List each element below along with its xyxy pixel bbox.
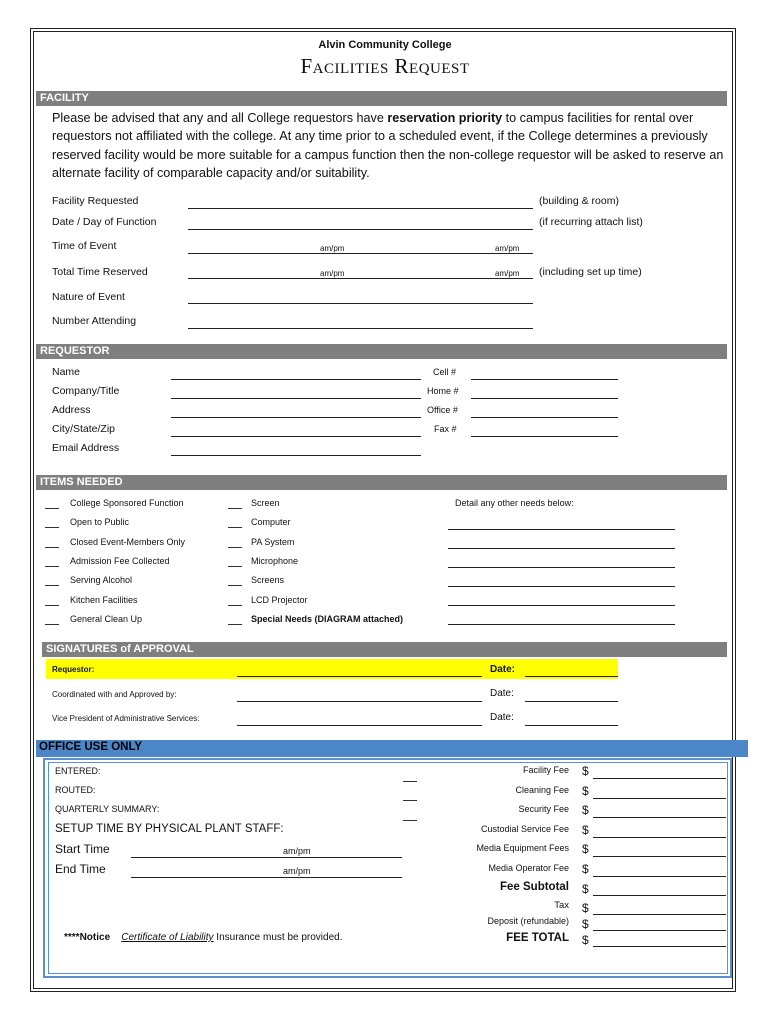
item-label: General Clean Up [70, 613, 143, 624]
fee-label: Media Equipment Fees [476, 843, 569, 853]
fee-label: Custodial Service Fee [480, 824, 569, 834]
ampm-2: am/pm [495, 244, 520, 253]
sig-coordinated-label: Coordinated with and Approved by: [52, 690, 177, 699]
item-label: Kitchen Facilities [70, 594, 138, 605]
checkbox-equipment[interactable] [228, 547, 242, 548]
name-field[interactable] [171, 379, 421, 380]
detail-line-1[interactable] [448, 529, 675, 530]
total-time-label: Total Time Reserved [52, 266, 148, 278]
checkbox-equipment[interactable] [228, 508, 242, 509]
equipment-label: PA System [251, 536, 295, 547]
dollar-sign: $ [582, 803, 589, 817]
fee-label: Media Operator Fee [488, 863, 569, 873]
notice-text-2: to campus facilities for rental over requestors not affiliated with the college. At any time prior to a scheduled event, if the College determines a previously reserved facility would be more suitable for a campus function then the non-college requestor will be asked to reserve an alternate facility of comparable capacity and/or suitability. [52, 111, 724, 180]
sig-coordinated-field[interactable] [237, 701, 482, 702]
equipment-label: LCD Projector [251, 594, 308, 605]
dollar-sign: $ [582, 901, 589, 915]
quarterly-label: QUARTERLY SUMMARY: [55, 804, 160, 814]
detail-label: Detail any other needs below: [455, 498, 574, 508]
end-time-label: End Time [55, 862, 106, 876]
sig-date-label-1: Date: [490, 664, 516, 675]
notice-rest: Insurance must be provided. [213, 932, 343, 943]
signatures-section-header: SIGNATURES of APPROVAL [42, 642, 727, 657]
routed-check[interactable] [403, 800, 417, 801]
sig-date-field-1[interactable] [525, 676, 618, 677]
date-day-label: Date / Day of Function [52, 216, 157, 228]
tax-label: Tax [554, 900, 569, 911]
facility-requested-field[interactable] [188, 208, 533, 209]
total-hint: (including set up time) [539, 266, 642, 278]
sig-date-field-3[interactable] [525, 725, 618, 726]
fax-field[interactable] [471, 436, 618, 437]
ampm-1: am/pm [320, 244, 345, 253]
office-field[interactable] [471, 417, 618, 418]
fee-label: Cleaning Fee [515, 785, 569, 795]
start-time-field[interactable] [131, 857, 402, 858]
office-section-bar [36, 740, 748, 757]
fee-amount-field[interactable] [593, 895, 726, 896]
item-label: Serving Alcohol [70, 575, 133, 586]
facility-requested-label: Facility Requested [52, 195, 139, 207]
notice-prefix: ****Notice [64, 932, 111, 943]
fee-amount-field[interactable] [593, 930, 726, 931]
dollar-sign: $ [582, 933, 589, 947]
dollar-sign: $ [582, 862, 589, 876]
time-of-event-field[interactable] [188, 253, 533, 254]
number-field[interactable] [188, 328, 533, 329]
equipment-label: Screen [251, 498, 280, 508]
nature-field[interactable] [188, 303, 533, 304]
sig-requestor-label: Requestor: [52, 665, 95, 674]
date-day-field[interactable] [188, 229, 533, 230]
item-label: Closed Event-Members Only [70, 536, 186, 547]
dollar-sign: $ [582, 784, 589, 798]
detail-line-3[interactable] [448, 567, 675, 568]
email-label: Email Address [52, 442, 120, 454]
fee-amount-field[interactable] [593, 856, 726, 857]
start-time-label: Start Time [55, 842, 110, 856]
home-field[interactable] [471, 398, 618, 399]
detail-line-5[interactable] [448, 605, 675, 606]
facility-notice [52, 109, 727, 182]
office-section-header: OFFICE USE ONLY [39, 741, 143, 753]
equipment-label: Computer [251, 517, 291, 528]
notice-text-1: Please be advised that any and all College requestors have [52, 111, 388, 125]
fee-amount-field[interactable] [593, 837, 726, 838]
facility-hint: (building & room) [539, 195, 619, 207]
fee-subtotal-label: Fee Subtotal [499, 881, 569, 893]
home-label: Home # [427, 386, 459, 396]
ampm-4: am/pm [495, 269, 520, 278]
cell-field[interactable] [471, 379, 618, 380]
name-label: Name [52, 366, 81, 378]
checkbox-item[interactable] [45, 624, 59, 625]
fee-amount-field[interactable] [593, 914, 726, 915]
city-field[interactable] [171, 436, 421, 437]
fee-amount-field[interactable] [593, 876, 726, 877]
checkbox-equipment[interactable] [228, 585, 242, 586]
sig-date-field-2[interactable] [525, 701, 618, 702]
time-of-event-label: Time of Event [52, 240, 117, 252]
dollar-sign: $ [582, 842, 589, 856]
college-name: Alvin Community College [318, 39, 452, 51]
entered-check[interactable] [403, 781, 417, 782]
detail-line-4[interactable] [448, 586, 675, 587]
sig-date-label-2: Date: [490, 688, 514, 699]
dollar-sign: $ [582, 823, 589, 837]
special-needs-label: Special Needs (DIAGRAM attached) [251, 614, 404, 624]
sig-requestor-field[interactable] [237, 676, 482, 677]
entered-label: ENTERED: [55, 766, 101, 776]
quarterly-check[interactable] [403, 820, 417, 821]
checkbox-item[interactable] [45, 585, 59, 586]
sig-date-label-3: Date: [490, 712, 514, 723]
total-time-field[interactable] [188, 278, 533, 279]
address-label: Address [52, 404, 91, 416]
dollar-sign: $ [582, 917, 589, 931]
end-time-field[interactable] [131, 877, 402, 878]
email-field[interactable] [171, 455, 421, 456]
start-ampm: am/pm [283, 846, 311, 856]
fax-label: Fax # [434, 424, 457, 434]
sig-vp-field[interactable] [237, 725, 482, 726]
item-label: Open to Public [70, 517, 130, 528]
cell-label: Cell # [433, 367, 457, 377]
facility-section-header: FACILITY [36, 91, 727, 106]
fee-label: Facility Fee [522, 765, 569, 775]
detail-line-2[interactable] [448, 548, 675, 549]
equipment-label: Microphone [251, 555, 299, 566]
checkbox-item[interactable] [45, 508, 59, 509]
items-section-header: ITEMS NEEDED [36, 475, 727, 490]
checkbox-special[interactable] [228, 624, 242, 625]
end-ampm: am/pm [283, 866, 311, 876]
checkbox-equipment[interactable] [228, 566, 242, 567]
setup-label: SETUP TIME BY PHYSICAL PLANT STAFF: [55, 823, 284, 835]
checkbox-item[interactable] [45, 605, 59, 606]
dollar-sign: $ [582, 764, 589, 778]
nature-label: Nature of Event [52, 291, 125, 303]
date-hint: (if recurring attach list) [539, 216, 643, 228]
ampm-3: am/pm [320, 269, 345, 278]
fee-total-label: FEE TOTAL [506, 932, 569, 944]
checkbox-equipment[interactable] [228, 605, 242, 606]
city-label: City/State/Zip [52, 423, 116, 435]
item-label: Admission Fee Collected [70, 555, 170, 566]
checkbox-item[interactable] [45, 566, 59, 567]
fee-amount-field[interactable] [593, 798, 726, 799]
fee-amount-field[interactable] [593, 817, 726, 818]
fee-amount-field[interactable] [593, 946, 726, 947]
company-label: Company/Title [52, 385, 120, 397]
dollar-sign: $ [582, 882, 589, 896]
notice-bold: reservation priority [387, 111, 503, 125]
page-title: Facilities Request [300, 54, 470, 78]
checkbox-item[interactable] [45, 527, 59, 528]
checkbox-item[interactable] [45, 547, 59, 548]
deposit-label: Deposit (refundable) [487, 916, 569, 926]
detail-line-6[interactable] [448, 624, 675, 625]
checkbox-equipment[interactable] [228, 527, 242, 528]
routed-label: ROUTED: [55, 785, 96, 795]
fee-amount-field[interactable] [593, 778, 726, 779]
insurance-notice [64, 932, 343, 943]
liability-link[interactable]: Certificate of Liability [121, 932, 214, 943]
number-label: Number Attending [52, 315, 137, 327]
address-field[interactable] [171, 417, 421, 418]
requestor-section-header: REQUESTOR [36, 344, 727, 359]
equipment-label: Screens [251, 575, 285, 586]
sig-vp-label: Vice President of Administrative Services: [52, 714, 200, 723]
office-label: Office # [427, 405, 458, 415]
item-label: College Sponsored Function [70, 498, 184, 508]
fee-label: Security Fee [518, 804, 569, 814]
company-field[interactable] [171, 398, 421, 399]
